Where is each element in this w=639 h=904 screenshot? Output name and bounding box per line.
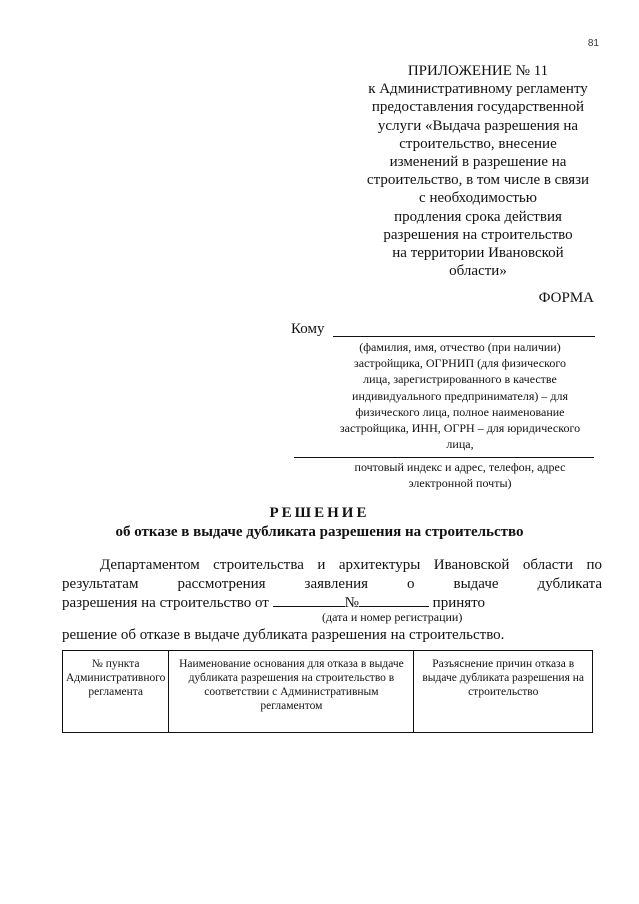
recipient-hint: [326, 339, 594, 452]
appendix-line: изменений в разрешение на: [389, 154, 567, 171]
appendix-line: предоставления государственной: [371, 99, 585, 116]
refusal-reasons-table: [62, 650, 593, 733]
page-number: 81: [587, 38, 599, 49]
appendix-line: разрешения на строительство: [383, 226, 573, 243]
decision-text: решение об отказе в выдаче дубликата разрешения на строительство.: [62, 627, 505, 643]
appendix-line: к Административному регламенту: [368, 81, 588, 98]
address-hint: [326, 459, 594, 491]
hint-line: электронной почты): [408, 476, 512, 491]
hint-line: (фамилия, имя, отчество (при наличии): [359, 340, 561, 354]
number-sign: №: [344, 595, 359, 611]
hint-line: лица,: [446, 437, 474, 452]
address-field-line[interactable]: [294, 457, 594, 458]
registration-hint: (дата и номер регистрации): [322, 610, 463, 624]
appendix-line: на территории Ивановской: [392, 245, 564, 262]
appendix-line: услуги «Выдача разрешения на: [377, 117, 579, 134]
hint-line: почтовый индекс и адрес, телефон, адрес: [354, 460, 566, 474]
to-label: Кому: [291, 321, 325, 337]
body-line-suffix: принято: [432, 595, 486, 611]
appendix-line: ПРИЛОЖЕНИЕ № 11: [407, 63, 549, 79]
appendix-line: продления срока действия: [394, 208, 562, 225]
body-line-prefix: разрешения на строительство от: [62, 595, 269, 611]
table-header-cell: № пункта Административного регламента: [63, 651, 169, 733]
appendix-line: с необходимостью: [419, 190, 537, 207]
body-paragraph: [62, 556, 602, 613]
recipient-field-line[interactable]: [333, 336, 595, 337]
table-header-cell: Разъяснение причин отказа в выдаче дубликата разрешения на строительство: [414, 651, 593, 733]
appendix-header: [360, 62, 596, 280]
table-header-row: [63, 651, 593, 733]
document-title: РЕШЕНИЕ: [269, 505, 370, 521]
form-label: ФОРМА: [538, 290, 594, 306]
body-line: результатам рассмотрения заявления о выдаче дубликата: [62, 575, 602, 592]
hint-line: лица, зарегистрированного в качестве: [363, 372, 557, 387]
hint-line: физического лица, полное наименование: [355, 404, 565, 419]
document-subtitle: об отказе в выдаче дубликата разрешения на строительство: [115, 524, 524, 540]
appendix-line: строительство, внесение: [399, 135, 557, 152]
table-header-cell: Наименование основания для отказа в выдаче дубликата разрешения на строительство в соответствии с Административным регламентом: [169, 651, 414, 733]
body-line: Департаментом строительства и архитектуры Ивановской области по: [100, 557, 602, 573]
hint-line: застройщика, ОГРНИП (для физического: [354, 356, 566, 371]
hint-line: индивидуального предпринимателя) – для: [352, 388, 568, 403]
hint-line: застройщика, ИНН, ОГРН – для юридического: [339, 421, 581, 436]
date-field-line[interactable]: [273, 593, 345, 607]
number-field-line[interactable]: [359, 593, 429, 607]
appendix-line: строительство, в том числе в связи: [366, 172, 590, 189]
appendix-line: области»: [449, 263, 507, 280]
